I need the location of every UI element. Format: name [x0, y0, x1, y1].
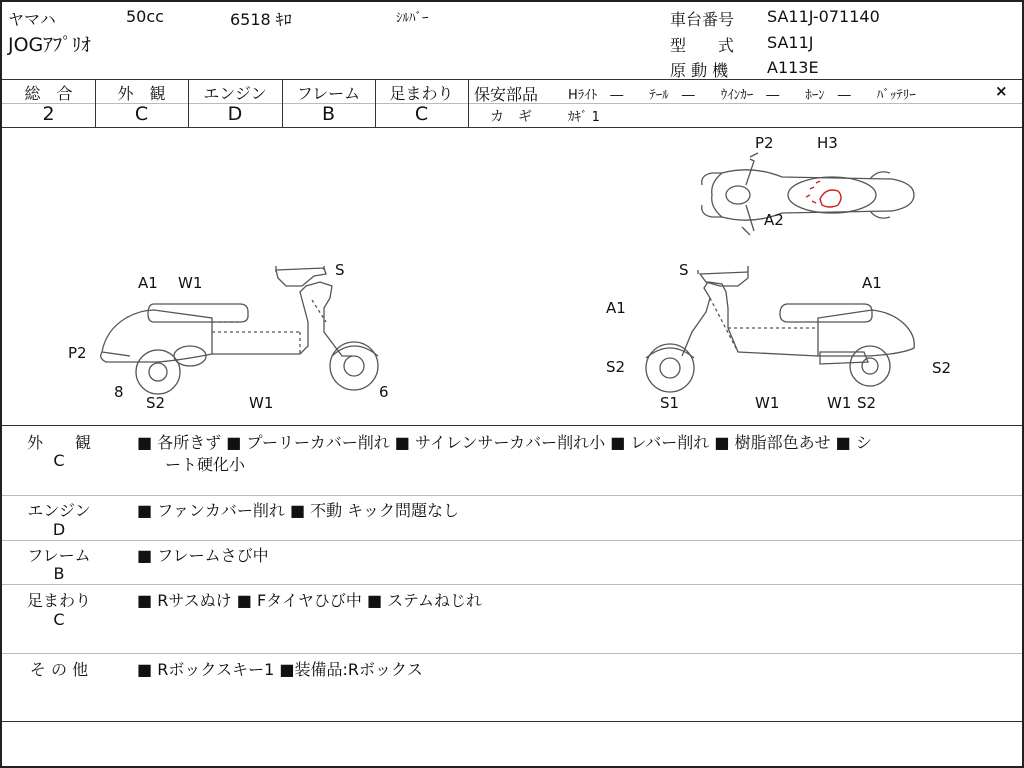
divider	[2, 721, 1022, 722]
suspension-grade-label: 足まわり	[389, 84, 454, 103]
exterior-notes-line2: ート硬化小	[165, 455, 246, 474]
label-w1-bottom: W1	[249, 394, 274, 412]
label-a1: A1	[138, 274, 158, 292]
model-type: SA11J	[767, 33, 814, 52]
divider	[2, 79, 1022, 80]
scooter-left-side-diagram	[62, 252, 402, 412]
engine-notes: ■ ファンカバー削れ ■ 不動 キック問題なし	[137, 501, 459, 520]
engine-grade: D	[227, 103, 243, 125]
exterior-grade-label: 外 観	[117, 84, 166, 103]
key-value: ｶｷﾞ 1	[568, 110, 600, 125]
frame-section-grade: B	[53, 564, 65, 583]
overall-grade: 2	[42, 103, 55, 125]
model-name: JOGｱﾌﾟﾘｵ	[8, 34, 91, 56]
engine-grade-label: エンジン	[203, 84, 267, 103]
other-section-label: そ の 他	[29, 660, 89, 679]
overall-grade-label: 総 合	[24, 84, 73, 103]
exterior-notes-line1: ■ 各所きず ■ プーリーカバー削れ ■ サイレンサーカバー削れ小 ■ レバー削れ ■ 樹脂部色あせ ■ シ	[137, 433, 872, 452]
frame-section-label: フレーム	[27, 546, 91, 565]
mileage: 6518 ｷﾛ	[230, 10, 292, 29]
divider	[2, 495, 1022, 496]
exterior-section-label: 外 観	[26, 433, 91, 452]
divider	[469, 103, 1022, 104]
divider	[2, 127, 1022, 128]
label-8: 8	[114, 383, 124, 401]
divider	[2, 425, 1022, 426]
label-a1-right: A1	[862, 274, 882, 292]
label-a2-top: A2	[764, 211, 784, 229]
divider	[2, 653, 1022, 654]
label-s2-right: S2	[932, 359, 952, 377]
frame-no-label: 車台番号	[670, 10, 735, 29]
label-s2-bottom: S2	[857, 394, 877, 412]
frame-grade: B	[321, 103, 336, 125]
label-6: 6	[379, 383, 389, 401]
key-label: カ ギ	[490, 109, 532, 125]
suspension-section-label: 足まわり	[26, 591, 91, 610]
label-p2: P2	[68, 344, 87, 362]
frame-grade-label: フレーム	[296, 84, 361, 103]
label-w1-mid: W1	[755, 394, 780, 412]
engine-model: A113E	[767, 58, 819, 77]
scooter-right-side-diagram	[602, 252, 942, 412]
label-s2-left: S2	[606, 358, 626, 376]
label-s1: S1	[660, 394, 680, 412]
label-s-top: S	[335, 261, 345, 279]
divider	[2, 584, 1022, 585]
other-notes: ■ Rボックスキー1 ■装備品:Rボックス	[137, 660, 423, 679]
label-p2-top: P2	[755, 134, 774, 152]
safety-parts-label: 保安部品	[474, 85, 539, 104]
maker: ヤマハ	[8, 10, 56, 29]
displacement: 50cc	[126, 7, 164, 26]
frame-notes: ■ フレームさび中	[137, 546, 269, 565]
engine-model-label: 原 動 機	[670, 61, 729, 80]
exterior-section-grade: C	[53, 451, 65, 470]
suspension-grade: C	[414, 103, 429, 125]
suspension-section-grade: C	[53, 610, 65, 629]
divider	[468, 79, 469, 127]
divider	[2, 540, 1022, 541]
battery-mark: ×	[995, 82, 1008, 100]
label-w1-right: W1	[827, 394, 852, 412]
exterior-grade: C	[134, 103, 149, 125]
frame-no: SA11J-071140	[767, 7, 880, 26]
engine-section-grade: D	[52, 520, 66, 539]
model-type-label: 型 式	[670, 36, 735, 55]
scooter-top-view-diagram	[692, 147, 932, 242]
engine-section-label: エンジン	[27, 501, 91, 520]
label-w1-top: W1	[178, 274, 203, 292]
suspension-notes: ■ Rサスぬけ ■ Fタイヤひび中 ■ ステムねじれ	[137, 591, 483, 610]
color: ｼﾙﾊﾞｰ	[396, 11, 429, 26]
safety-parts-items: Hﾗｲﾄ ― ﾃｰﾙ ― ｳｲﾝｶｰ ― ﾎｰﾝ ― ﾊﾞｯﾃﾘｰ	[568, 88, 916, 103]
label-s2: S2	[146, 394, 166, 412]
label-h3-top: H3	[817, 134, 838, 152]
label-a1-left: A1	[606, 299, 626, 317]
label-s-top-right: S	[679, 261, 689, 279]
